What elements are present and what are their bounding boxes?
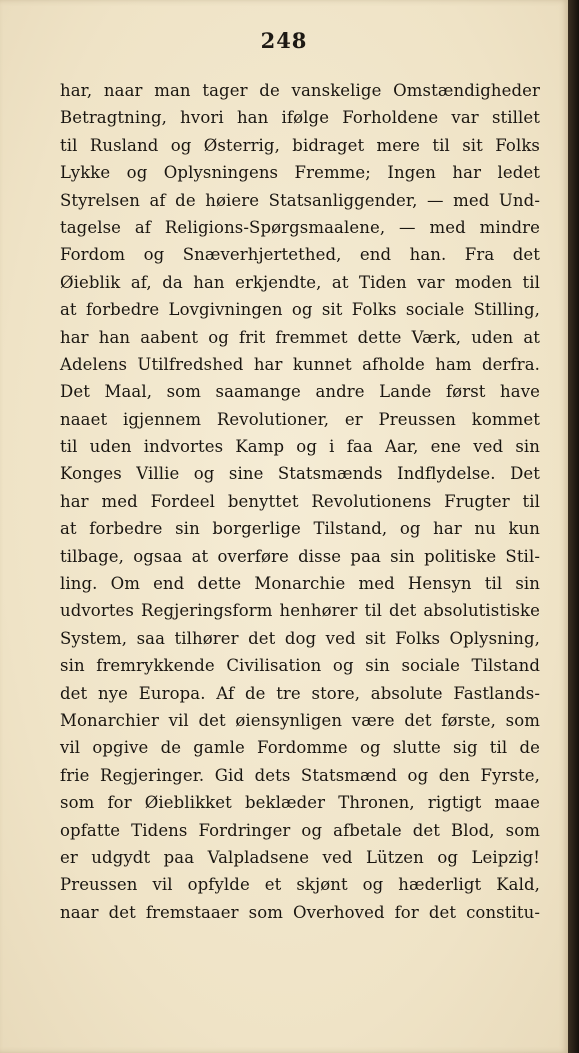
page-number: 248 <box>260 28 308 53</box>
book-spine-shadow <box>568 0 579 1053</box>
text-line: har med Fordeel benyttet Revolutionens Frugter til <box>60 491 540 511</box>
text-line: Konges Villie og sine Statsmænds Indflydelse. Det <box>60 464 540 484</box>
text-line: at forbedre sin borgerlige Tilstand, og har nu kun <box>60 519 540 539</box>
text-line: har han aabent og frit fremmet dette Værk, uden at <box>60 327 540 347</box>
text-line: naar det fremstaaer som Overhoved for det constitu- <box>60 902 540 922</box>
text-line: Preussen vil opfylde et skjønt og hæderligt Kald, <box>60 875 540 895</box>
text-line: Adelens Utilfredshed har kunnet afholde ham derfra. <box>60 354 540 374</box>
text-line: Øieblik af, da han erkjendte, at Tiden var moden til <box>60 272 540 292</box>
text-line: Fordom og Snæverhjertethed, end han. Fra det <box>60 245 540 265</box>
text-line: Lykke og Oplysningens Fremme; Ingen har ledet <box>60 163 540 183</box>
text-line: opfatte Tidens Fordringer og afbetale det Blod, som <box>60 820 540 840</box>
text-line: vil opgive de gamle Fordomme og slutte sig til de <box>60 738 540 758</box>
text-line: udvortes Regjeringsform henhører til det absolutistiske <box>60 601 540 621</box>
text-line: Det Maal, som saamange andre Lande først have <box>60 382 540 402</box>
text-line: tagelse af Religions-Spørgsmaalene, — med mindre <box>60 217 540 237</box>
text-line: tilbage, ogsaa at overføre disse paa sin politiske Stil- <box>60 546 540 566</box>
text-line: er udgydt paa Valpladsene ved Lützen og Leipzig! <box>60 847 540 867</box>
text-line: til uden indvortes Kamp og i faa Aar, ene ved sin <box>60 437 540 457</box>
text-line: som for Øieblikket beklæder Thronen, rigtigt maae <box>60 793 540 813</box>
body-text <box>60 77 540 926</box>
text-line: til Rusland og Østerrig, bidraget mere til sit Folks <box>60 135 540 155</box>
text-line: System, saa tilhører det dog ved sit Folks Oplysning, <box>60 628 540 648</box>
text-line: naaet igjennem Revolutioner, er Preussen kommet <box>60 409 540 429</box>
text-line: har, naar man tager de vanskelige Omstændigheder <box>60 81 540 100</box>
text-line: at forbedre Lovgivningen og sit Folks sociale Stilling, <box>60 300 540 320</box>
text-line: Betragtning, hvori han ifølge Forholdene var stillet <box>60 108 540 128</box>
text-line: ling. Om end dette Monarchie med Hensyn til sin <box>60 574 540 594</box>
text-line: frie Regjeringer. Gid dets Statsmænd og den Fyrste, <box>60 765 540 785</box>
text-line: Monarchier vil det øiensynligen være det første, som <box>60 710 540 730</box>
text-line: det nye Europa. Af de tre store, absolute Fastlands- <box>60 683 540 703</box>
text-line: sin fremrykkende Civilisation og sin sociale Tilstand <box>60 656 540 676</box>
text-line: Styrelsen af de høiere Statsanliggender, — med Und- <box>60 190 540 210</box>
